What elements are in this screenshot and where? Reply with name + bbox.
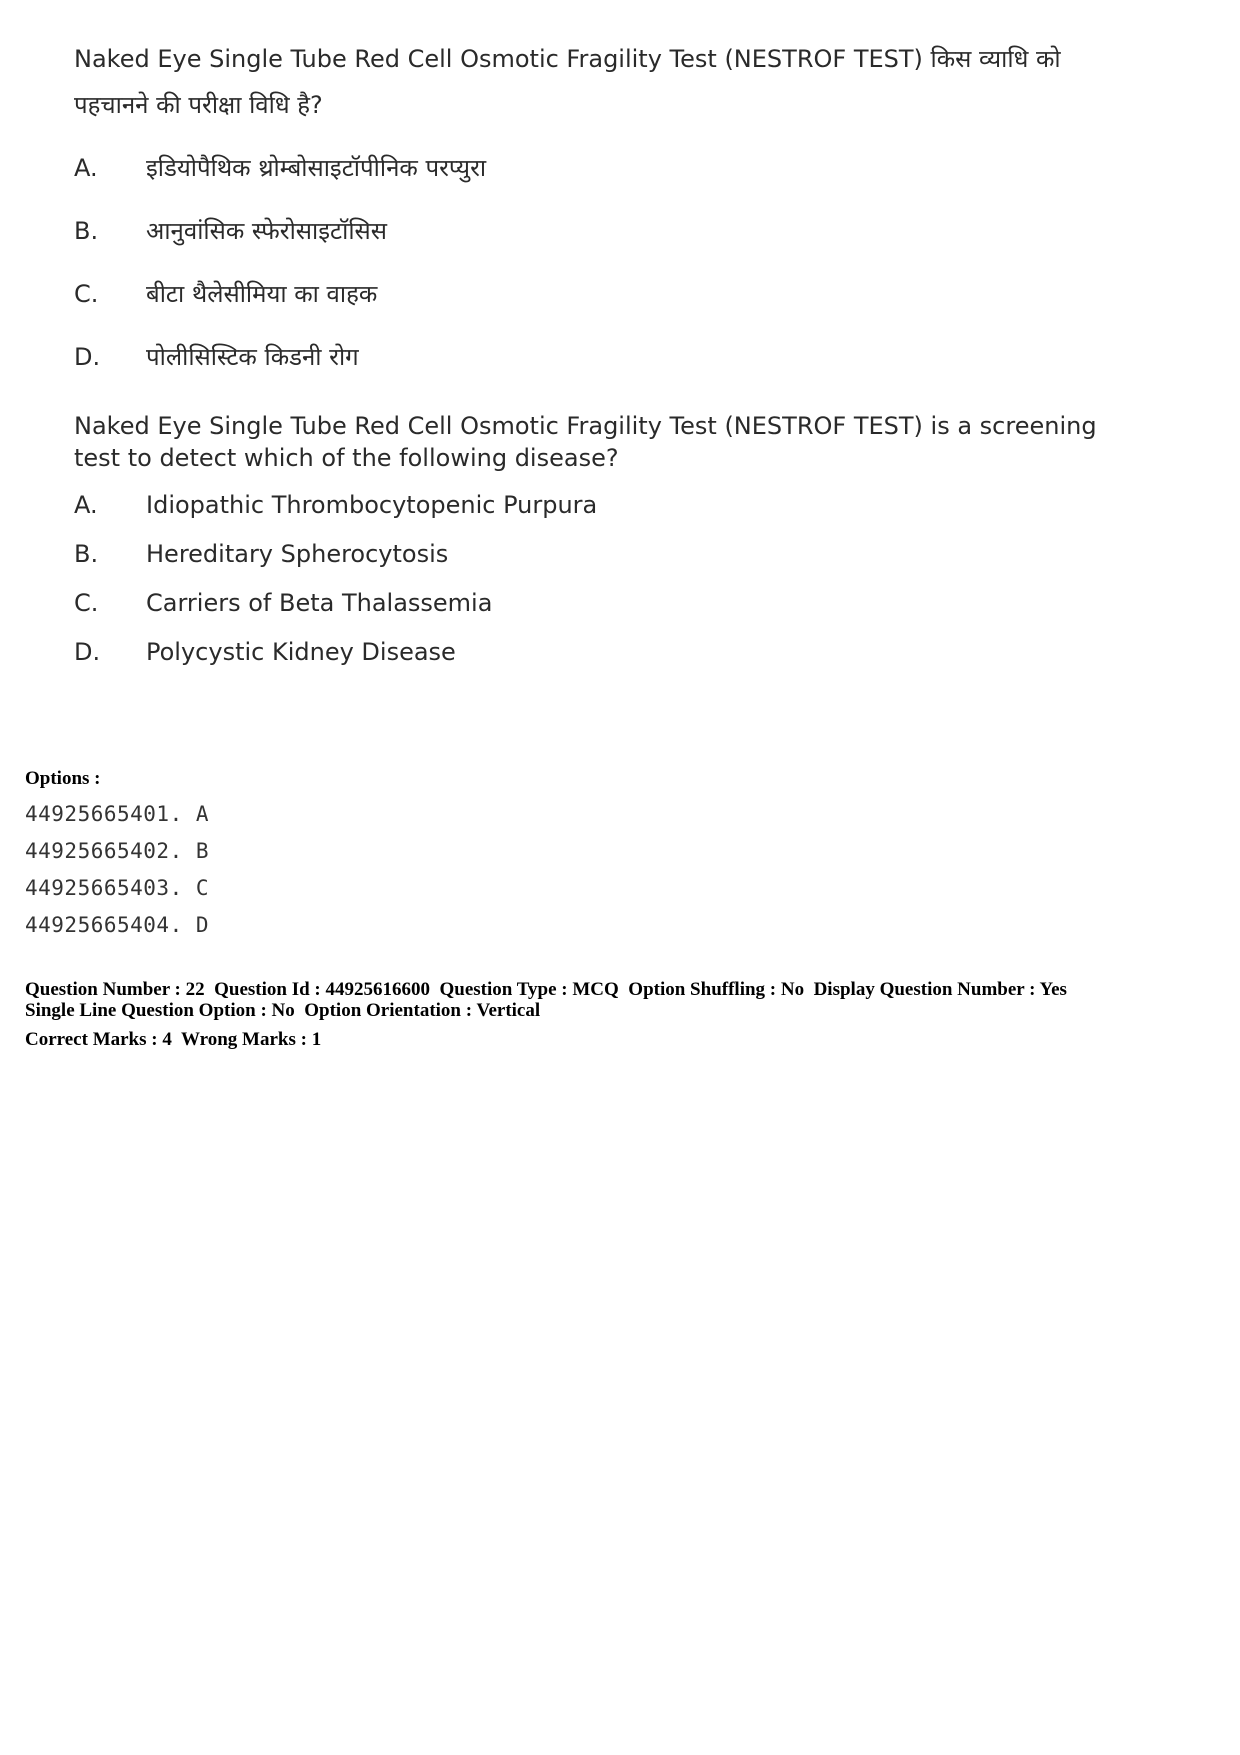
question-metadata — [25, 979, 1067, 1050]
option-text: Carriers of Beta Thalassemia — [146, 588, 493, 617]
option-text: Hereditary Spherocytosis — [146, 539, 449, 568]
option-letter: B. — [74, 216, 99, 245]
option-text: इडियोपैथिक थ्रोम्बोसाइटॉपीनिक परप्युरा — [146, 154, 487, 182]
options-heading: Options : — [25, 768, 101, 789]
hindi-option-d — [74, 325, 1134, 388]
option-id-4: 44925665404. D — [25, 913, 210, 937]
option-text: बीटा थैलेसीमिया का वाहक — [146, 280, 378, 308]
metadata-line-question-info: Question Number : 22 Question Id : 44925616600 Question Type : MCQ Option Shuffling : No Display Question Number : Yes — [25, 979, 1067, 1000]
english-option-a — [74, 480, 1134, 529]
question-image — [74, 36, 1134, 676]
option-letter: B. — [74, 539, 99, 568]
option-letter: C. — [74, 588, 99, 617]
options-section — [25, 768, 209, 944]
hindi-option-a — [74, 136, 1134, 199]
metadata-line-marks: Correct Marks : 4 Wrong Marks : 1 — [25, 1029, 322, 1050]
english-option-b — [74, 529, 1134, 578]
option-text: पोलीसिस्टिक किडनी रोग — [146, 343, 359, 371]
option-id-3: 44925665403. C — [25, 876, 210, 900]
english-question-block — [74, 410, 1134, 676]
hindi-question-block — [74, 36, 1134, 388]
option-id-1: 44925665401. A — [25, 802, 210, 826]
metadata-line-option-info: Single Line Question Option : No Option Orientation : Vertical — [25, 1000, 541, 1021]
english-option-c — [74, 578, 1134, 627]
option-text: Polycystic Kidney Disease — [146, 637, 456, 666]
option-letter: D. — [74, 637, 101, 666]
hindi-option-list — [74, 136, 1134, 388]
hindi-option-c — [74, 262, 1134, 325]
option-text: Idiopathic Thrombocytopenic Purpura — [146, 490, 598, 519]
english-question-text: Naked Eye Single Tube Red Cell Osmotic Fragility Test (NESTROF TEST) is a screening test to detect which of the following disease? — [74, 412, 1097, 472]
option-text: आनुवांसिक स्फेरोसाइटॉसिस — [146, 217, 387, 245]
option-letter: A. — [74, 153, 98, 182]
hindi-question-text: Naked Eye Single Tube Red Cell Osmotic Fragility Test (NESTROF TEST) किस व्याधि को पहचानने की परीक्षा विधि है? — [74, 45, 1061, 119]
option-letter: A. — [74, 490, 98, 519]
english-option-d — [74, 627, 1134, 676]
hindi-option-b — [74, 199, 1134, 262]
english-option-list — [74, 480, 1134, 676]
option-id-2: 44925665402. B — [25, 839, 210, 863]
option-letter: C. — [74, 279, 99, 308]
option-letter: D. — [74, 342, 101, 371]
